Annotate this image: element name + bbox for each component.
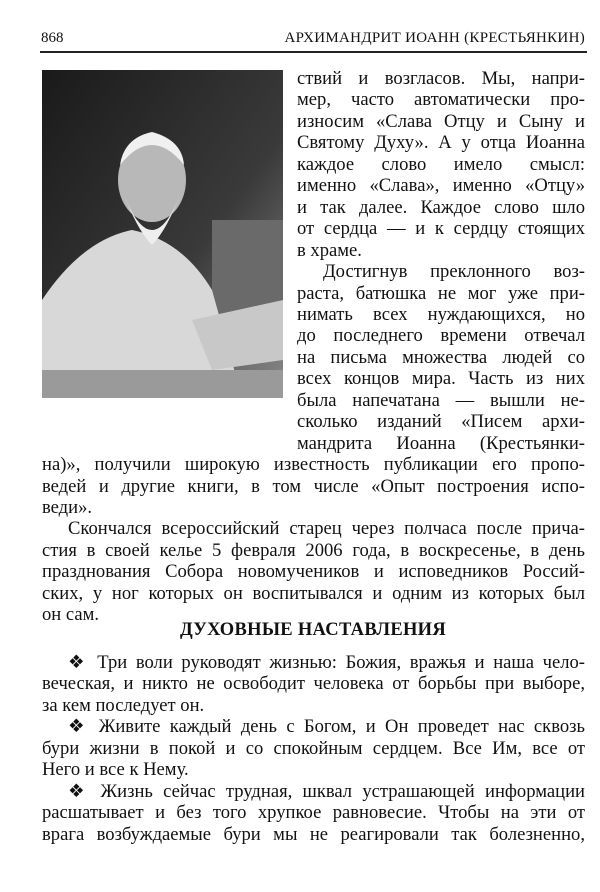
text-line: он сам. xyxy=(42,604,100,626)
text-line: празднования Собора новомучеников и исповедников Россий- xyxy=(42,561,585,583)
text-line: раста, батюшка не мог уже при- xyxy=(297,282,585,304)
text-line: Него и все к Нему. xyxy=(42,759,189,781)
text-line: износим «Слава Отцу и Сыну и xyxy=(297,110,585,132)
text-line: ❖ Три воли руководят жизнью: Божия, вражья и наша чело- xyxy=(68,652,585,673)
text-line: веди». xyxy=(42,497,93,518)
text-line: Достигнув преклонного воз- xyxy=(323,261,585,283)
text-line: до последнего времени отвечал xyxy=(297,325,585,347)
portrait-photo xyxy=(42,70,283,398)
text-line: мандрита Иоанна (Крестьянки- xyxy=(297,432,585,454)
text-line: Скончался всероссийский старец через полчаса после прича- xyxy=(68,518,585,540)
text-line: была напечатана — вышли не- xyxy=(297,389,585,411)
text-line: от сердца — и к сердцу стоящих xyxy=(297,218,585,240)
text-line: расшатывает и без того хрупкое равновесие. Чтобы на эти от xyxy=(42,802,585,824)
text-line: в храме. xyxy=(297,239,362,261)
text-line: мер, часто автоматически про- xyxy=(297,89,585,111)
text-line: ❖ Живите каждый день с Богом, и Он проведет нас сквозь xyxy=(68,716,585,738)
text-line: каждое слово имело смысл: xyxy=(297,153,585,175)
running-title: АРХИМАНДРИТ ИОАНН (КРЕСТЬЯНКИН) xyxy=(284,30,585,46)
text-line: сколько изданий «Писем архи- xyxy=(297,411,585,433)
text-line: ❖ Жизнь сейчас трудная, шквал устрашающей информации xyxy=(68,780,585,802)
text-line: нимать всех нуждающихся, но xyxy=(297,303,585,325)
text-line: бури жизни в покой и со спокойным сердцем. Все Им, все от xyxy=(42,737,585,759)
text-line: ведей и другие книги, в том числе «Опыт построения испо- xyxy=(42,475,585,497)
text-line: и так далее. Каждое слово шло xyxy=(297,196,585,218)
text-line: на)», получили широкую известность публикации его пропо- xyxy=(42,454,585,476)
text-line: веческая, и никто не освободит человека от борьбы при выборе, xyxy=(42,673,585,695)
text-line: на письма множества людей со xyxy=(297,346,585,368)
page-number: 868 xyxy=(41,30,64,46)
header-rule xyxy=(40,51,587,53)
text-line: всех концов мира. Часть из них xyxy=(297,368,585,390)
text-line: именно «Слава», именно «Отцу» xyxy=(297,175,585,197)
text-line: ствий и возгласов. Мы, напри- xyxy=(297,68,585,89)
section-heading: ДУХОВНЫЕ НАСТАВЛЕНИЯ xyxy=(179,620,447,640)
text-line: за кем последует он. xyxy=(42,694,205,716)
text-line: ских, у ног которых он воспитывался и одним из которых был xyxy=(42,582,585,604)
text-line: врага возбуждаемые бури мы не реагировали так болезненно, xyxy=(42,823,585,845)
text-line: Святому Духу». А у отца Иоанна xyxy=(297,132,585,154)
text-line: стия в своей келье 5 февраля 2006 года, в воскресенье, в день xyxy=(42,539,585,561)
